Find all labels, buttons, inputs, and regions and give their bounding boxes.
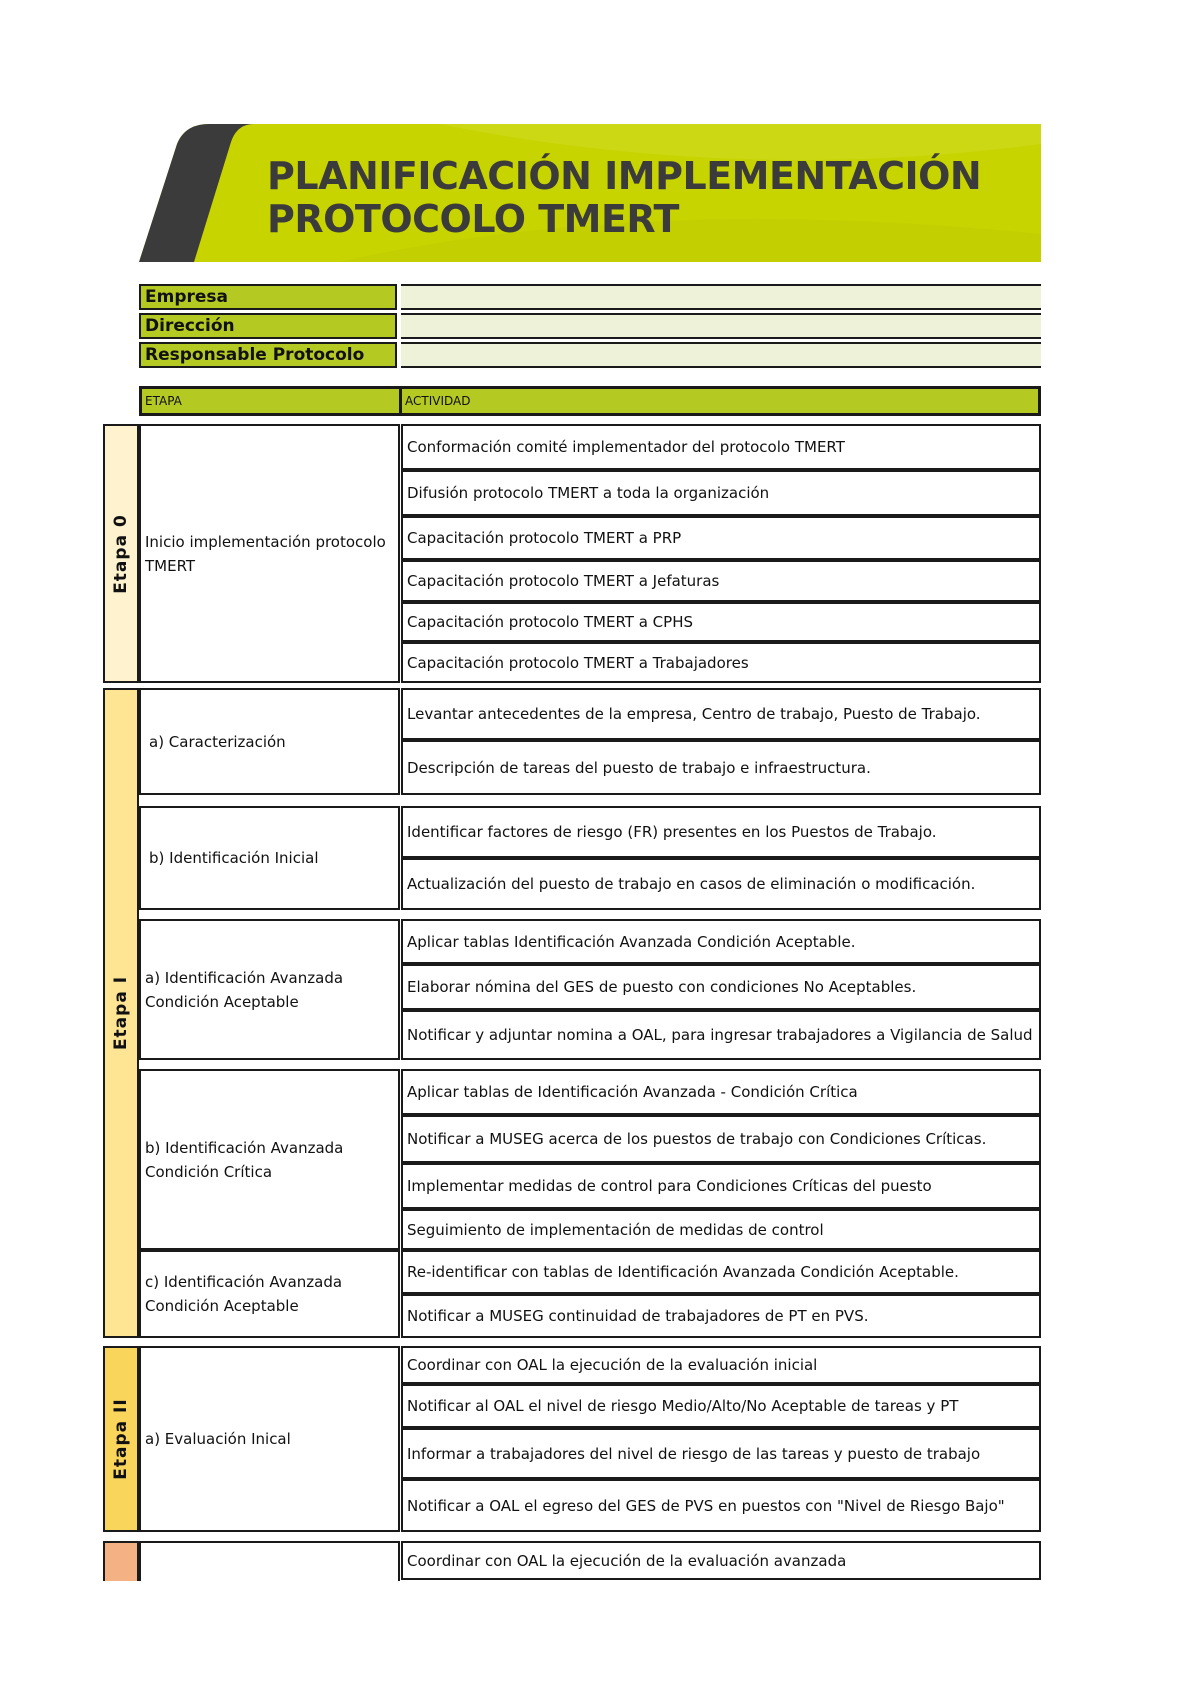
header-banner <box>139 124 1041 262</box>
activity-row: Capacitación protocolo TMERT a PRP <box>401 516 1041 560</box>
activity-row: Notificar y adjuntar nomina a OAL, para ingresar trabajadores a Vigilancia de Salud <box>401 1010 1041 1060</box>
stage-evaluacion-inicial <box>139 1346 400 1532</box>
responsable-label: Responsable Protocolo <box>139 342 397 368</box>
activity-row: Notificar a MUSEG continuidad de trabajadores de PT en PVS. <box>401 1294 1041 1338</box>
etapa-0-label <box>103 424 139 683</box>
activity-row: Notificar a MUSEG acerca de los puestos de trabajo con Condiciones Críticas. <box>401 1115 1041 1163</box>
stage-identificacion-avanzada-aceptable-c-text: c) Identificación Avanzada Condición Aceptable <box>145 1273 343 1315</box>
activity-row: Actualización del puesto de trabajo en casos de eliminación o modificación. <box>401 858 1041 910</box>
empresa-label: Empresa <box>139 284 397 310</box>
activity-row: Notificar a OAL el egreso del GES de PVS en puestos con "Nivel de Riesgo Bajo" <box>401 1479 1041 1532</box>
activity-row: Conformación comité implementador del protocolo TMERT <box>401 424 1041 470</box>
stage-caracterizacion-text: a) Caracterización <box>149 732 286 751</box>
stage-evaluacion-avanzada <box>139 1541 400 1581</box>
column-header-etapa: ETAPA <box>139 386 402 416</box>
etapa-2-label <box>103 1346 139 1532</box>
activity-row: Seguimiento de implementación de medidas de control <box>401 1209 1041 1250</box>
activity-row: Aplicar tablas de Identificación Avanzada - Condición Crítica <box>401 1069 1041 1115</box>
stage-identificacion-avanzada-aceptable <box>139 919 400 1060</box>
responsable-field[interactable] <box>401 342 1041 368</box>
activity-row: Notificar al OAL el nivel de riesgo Medio/Alto/No Aceptable de tareas y PT <box>401 1384 1041 1428</box>
etapa-1-label <box>103 688 139 1338</box>
etapa-3-label <box>103 1541 139 1581</box>
activity-row: Implementar medidas de control para Condiciones Críticas del puesto <box>401 1163 1041 1209</box>
stage-identificacion-avanzada-aceptable-c <box>139 1250 400 1338</box>
activity-row: Capacitación protocolo TMERT a Jefaturas <box>401 560 1041 602</box>
info-row-responsable <box>139 342 1039 368</box>
stage-inicio <box>139 424 400 683</box>
activity-row: Capacitación protocolo TMERT a CPHS <box>401 602 1041 642</box>
etapa-2-text: Etapa II <box>111 1398 131 1480</box>
stage-identificacion-inicial-text: b) Identificación Inicial <box>149 849 319 867</box>
activity-row: Elaborar nómina del GES de puesto con condiciones No Aceptables. <box>401 964 1041 1010</box>
activity-row: Re-identificar con tablas de Identificación Avanzada Condición Aceptable. <box>401 1250 1041 1294</box>
activity-row: Aplicar tablas Identificación Avanzada Condición Aceptable. <box>401 919 1041 964</box>
stage-evaluacion-inicial-text: a) Evaluación Inical <box>145 1430 291 1448</box>
activity-row: Informar a trabajadores del nivel de riesgo de las tareas y puesto de trabajo <box>401 1428 1041 1479</box>
activity-row: Coordinar con OAL la ejecución de la evaluación avanzada <box>401 1541 1041 1580</box>
info-row-empresa <box>139 284 1039 310</box>
stage-identificacion-avanzada-critica-text: b) Identificación Avanzada Condición Crítica <box>145 1138 344 1181</box>
etapa-1-text: Etapa I <box>111 975 131 1051</box>
direccion-label: Dirección <box>139 313 397 339</box>
banner-title-line1: PLANIFICACIÓN IMPLEMENTACIÓN <box>267 154 982 198</box>
banner-title-line2: PROTOCOLO TMERT <box>267 197 679 241</box>
stage-identificacion-avanzada-aceptable-text: a) Identificación Avanzada Condición Aceptable <box>145 968 344 1011</box>
activity-row: Coordinar con OAL la ejecución de la evaluación inicial <box>401 1346 1041 1384</box>
empresa-field[interactable] <box>401 284 1041 310</box>
etapa-0-text: Etapa 0 <box>111 513 131 594</box>
stage-inicio-text: Inicio implementación protocolo TMERT <box>145 532 386 575</box>
direccion-field[interactable] <box>401 313 1041 339</box>
activity-row: Capacitación protocolo TMERT a Trabajadores <box>401 642 1041 683</box>
activity-row: Identificar factores de riesgo (FR) presentes en los Puestos de Trabajo. <box>401 806 1041 858</box>
stage-identificacion-avanzada-critica <box>139 1069 400 1250</box>
info-row-direccion <box>139 313 1039 339</box>
stage-identificacion-inicial <box>139 806 400 910</box>
activity-row: Descripción de tareas del puesto de trabajo e infraestructura. <box>401 740 1041 795</box>
activity-row: Difusión protocolo TMERT a toda la organización <box>401 470 1041 516</box>
column-header-actividad: ACTIVIDAD <box>399 386 1041 416</box>
stage-caracterizacion <box>139 688 400 795</box>
activity-row: Levantar antecedentes de la empresa, Centro de trabajo, Puesto de Trabajo. <box>401 688 1041 740</box>
